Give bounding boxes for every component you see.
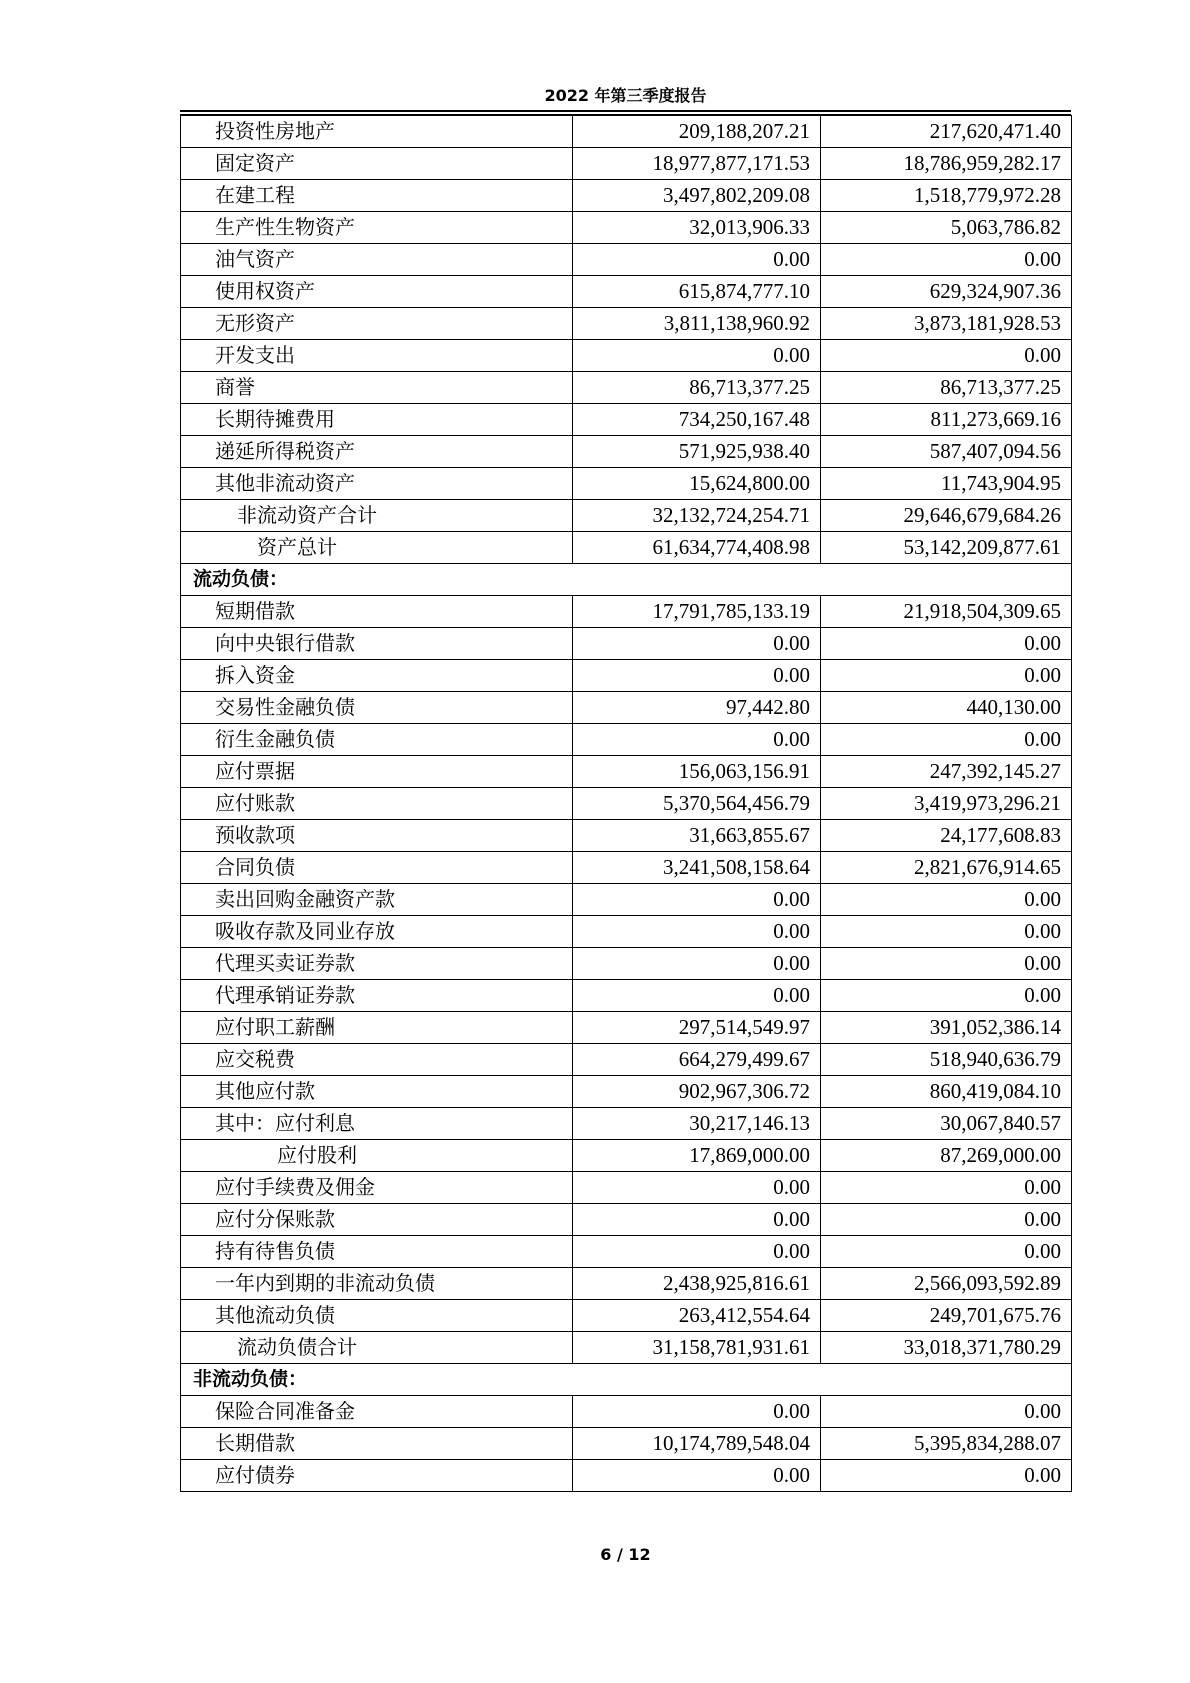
item-name: 应付票据 bbox=[181, 756, 573, 788]
prior-year-end-value: 0.00 bbox=[821, 244, 1072, 276]
table-row bbox=[181, 1396, 1072, 1428]
table-row bbox=[181, 1236, 1072, 1268]
item-name: 保险合同准备金 bbox=[181, 1396, 573, 1428]
prior-year-end-value: 2,821,676,914.65 bbox=[821, 852, 1072, 884]
prior-year-end-value: 249,701,675.76 bbox=[821, 1300, 1072, 1332]
period-end-value: 3,811,138,960.92 bbox=[573, 308, 821, 340]
item-name: 商誉 bbox=[181, 372, 573, 404]
table-row bbox=[181, 212, 1072, 244]
item-name: 资产总计 bbox=[181, 532, 573, 564]
period-end-value: 32,132,724,254.71 bbox=[573, 500, 821, 532]
item-name: 其中：应付利息 bbox=[181, 1108, 573, 1140]
period-end-value: 18,977,877,171.53 bbox=[573, 148, 821, 180]
item-name: 递延所得税资产 bbox=[181, 436, 573, 468]
period-end-value: 5,370,564,456.79 bbox=[573, 788, 821, 820]
prior-year-end-value: 0.00 bbox=[821, 1460, 1072, 1492]
item-name: 生产性生物资产 bbox=[181, 212, 573, 244]
prior-year-end-value: 5,395,834,288.07 bbox=[821, 1428, 1072, 1460]
table-row bbox=[181, 820, 1072, 852]
prior-year-end-value: 587,407,094.56 bbox=[821, 436, 1072, 468]
period-end-value: 0.00 bbox=[573, 244, 821, 276]
period-end-value: 0.00 bbox=[573, 1236, 821, 1268]
period-end-value: 0.00 bbox=[573, 1460, 821, 1492]
period-end-value: 0.00 bbox=[573, 980, 821, 1012]
prior-year-end-value: 0.00 bbox=[821, 1396, 1072, 1428]
section-row bbox=[181, 1364, 1072, 1396]
period-end-value: 17,791,785,133.19 bbox=[573, 596, 821, 628]
item-name: 长期待摊费用 bbox=[181, 404, 573, 436]
prior-year-end-value: 0.00 bbox=[821, 1204, 1072, 1236]
item-name: 吸收存款及同业存放 bbox=[181, 916, 573, 948]
table-row bbox=[181, 1460, 1072, 1492]
table-row bbox=[181, 436, 1072, 468]
period-end-value: 61,634,774,408.98 bbox=[573, 532, 821, 564]
table-row bbox=[181, 276, 1072, 308]
prior-year-end-value: 87,269,000.00 bbox=[821, 1140, 1072, 1172]
prior-year-end-value: 440,130.00 bbox=[821, 692, 1072, 724]
table-row bbox=[181, 596, 1072, 628]
period-end-value: 0.00 bbox=[573, 628, 821, 660]
period-end-value: 31,158,781,931.61 bbox=[573, 1332, 821, 1364]
period-end-value: 30,217,146.13 bbox=[573, 1108, 821, 1140]
prior-year-end-value: 0.00 bbox=[821, 916, 1072, 948]
page-header-title: 2022 年第三季度报告 bbox=[544, 86, 707, 105]
table-row bbox=[181, 1300, 1072, 1332]
table-row bbox=[181, 500, 1072, 532]
prior-year-end-value: 0.00 bbox=[821, 628, 1072, 660]
item-name: 投资性房地产 bbox=[181, 116, 573, 148]
section-heading: 流动负债： bbox=[181, 564, 1072, 596]
item-name: 衍生金融负债 bbox=[181, 724, 573, 756]
table-row bbox=[181, 1076, 1072, 1108]
table-row bbox=[181, 532, 1072, 564]
period-end-value: 734,250,167.48 bbox=[573, 404, 821, 436]
table-row bbox=[181, 692, 1072, 724]
period-end-value: 97,442.80 bbox=[573, 692, 821, 724]
prior-year-end-value: 0.00 bbox=[821, 724, 1072, 756]
table-row bbox=[181, 1044, 1072, 1076]
period-end-value: 209,188,207.21 bbox=[573, 116, 821, 148]
item-name: 应付分保账款 bbox=[181, 1204, 573, 1236]
table-row bbox=[181, 1140, 1072, 1172]
item-name: 持有待售负债 bbox=[181, 1236, 573, 1268]
period-end-value: 263,412,554.64 bbox=[573, 1300, 821, 1332]
item-name: 其他应付款 bbox=[181, 1076, 573, 1108]
item-name: 流动负债合计 bbox=[181, 1332, 573, 1364]
item-name: 在建工程 bbox=[181, 180, 573, 212]
prior-year-end-value: 0.00 bbox=[821, 884, 1072, 916]
prior-year-end-value: 30,067,840.57 bbox=[821, 1108, 1072, 1140]
section-heading: 非流动负债： bbox=[181, 1364, 1072, 1396]
item-name: 应付手续费及佣金 bbox=[181, 1172, 573, 1204]
period-end-value: 32,013,906.33 bbox=[573, 212, 821, 244]
item-name: 其他流动负债 bbox=[181, 1300, 573, 1332]
item-name: 拆入资金 bbox=[181, 660, 573, 692]
table-row bbox=[181, 788, 1072, 820]
item-name: 开发支出 bbox=[181, 340, 573, 372]
item-name: 非流动资产合计 bbox=[181, 500, 573, 532]
prior-year-end-value: 86,713,377.25 bbox=[821, 372, 1072, 404]
prior-year-end-value: 247,392,145.27 bbox=[821, 756, 1072, 788]
prior-year-end-value: 0.00 bbox=[821, 1236, 1072, 1268]
table-row bbox=[181, 404, 1072, 436]
item-name: 应付职工薪酬 bbox=[181, 1012, 573, 1044]
item-name: 短期借款 bbox=[181, 596, 573, 628]
prior-year-end-value: 860,419,084.10 bbox=[821, 1076, 1072, 1108]
table-row bbox=[181, 1268, 1072, 1300]
table-row bbox=[181, 116, 1072, 148]
table-row bbox=[181, 916, 1072, 948]
table-row bbox=[181, 1108, 1072, 1140]
period-end-value: 31,663,855.67 bbox=[573, 820, 821, 852]
table-row bbox=[181, 1428, 1072, 1460]
period-end-value: 571,925,938.40 bbox=[573, 436, 821, 468]
table-row bbox=[181, 724, 1072, 756]
item-name: 应付账款 bbox=[181, 788, 573, 820]
item-name: 油气资产 bbox=[181, 244, 573, 276]
period-end-value: 86,713,377.25 bbox=[573, 372, 821, 404]
period-end-value: 615,874,777.10 bbox=[573, 276, 821, 308]
prior-year-end-value: 217,620,471.40 bbox=[821, 116, 1072, 148]
prior-year-end-value: 3,419,973,296.21 bbox=[821, 788, 1072, 820]
period-end-value: 0.00 bbox=[573, 916, 821, 948]
prior-year-end-value: 2,566,093,592.89 bbox=[821, 1268, 1072, 1300]
table-row bbox=[181, 660, 1072, 692]
item-name: 无形资产 bbox=[181, 308, 573, 340]
item-name: 向中央银行借款 bbox=[181, 628, 573, 660]
period-end-value: 3,497,802,209.08 bbox=[573, 180, 821, 212]
item-name: 固定资产 bbox=[181, 148, 573, 180]
prior-year-end-value: 811,273,669.16 bbox=[821, 404, 1072, 436]
item-name: 应交税费 bbox=[181, 1044, 573, 1076]
prior-year-end-value: 629,324,907.36 bbox=[821, 276, 1072, 308]
period-end-value: 156,063,156.91 bbox=[573, 756, 821, 788]
period-end-value: 0.00 bbox=[573, 1172, 821, 1204]
period-end-value: 0.00 bbox=[573, 660, 821, 692]
period-end-value: 2,438,925,816.61 bbox=[573, 1268, 821, 1300]
item-name: 代理承销证券款 bbox=[181, 980, 573, 1012]
prior-year-end-value: 3,873,181,928.53 bbox=[821, 308, 1072, 340]
table-row bbox=[181, 884, 1072, 916]
item-name: 代理买卖证券款 bbox=[181, 948, 573, 980]
table-row bbox=[181, 340, 1072, 372]
table-row bbox=[181, 1172, 1072, 1204]
page-number: 6 / 12 bbox=[600, 1545, 651, 1564]
item-name: 交易性金融负债 bbox=[181, 692, 573, 724]
prior-year-end-value: 53,142,209,877.61 bbox=[821, 532, 1072, 564]
prior-year-end-value: 0.00 bbox=[821, 340, 1072, 372]
table-row bbox=[181, 1012, 1072, 1044]
period-end-value: 0.00 bbox=[573, 340, 821, 372]
table-row bbox=[181, 852, 1072, 884]
period-end-value: 15,624,800.00 bbox=[573, 468, 821, 500]
balance-sheet-table bbox=[180, 115, 1072, 1492]
table-row bbox=[181, 980, 1072, 1012]
table-row bbox=[181, 244, 1072, 276]
prior-year-end-value: 18,786,959,282.17 bbox=[821, 148, 1072, 180]
prior-year-end-value: 1,518,779,972.28 bbox=[821, 180, 1072, 212]
header-rule bbox=[180, 110, 1071, 112]
prior-year-end-value: 24,177,608.83 bbox=[821, 820, 1072, 852]
prior-year-end-value: 33,018,371,780.29 bbox=[821, 1332, 1072, 1364]
item-name: 使用权资产 bbox=[181, 276, 573, 308]
period-end-value: 10,174,789,548.04 bbox=[573, 1428, 821, 1460]
table-row bbox=[181, 1204, 1072, 1236]
prior-year-end-value: 11,743,904.95 bbox=[821, 468, 1072, 500]
prior-year-end-value: 0.00 bbox=[821, 948, 1072, 980]
table-row bbox=[181, 468, 1072, 500]
item-name: 长期借款 bbox=[181, 1428, 573, 1460]
table-row bbox=[181, 1332, 1072, 1364]
table-row bbox=[181, 308, 1072, 340]
period-end-value: 17,869,000.00 bbox=[573, 1140, 821, 1172]
prior-year-end-value: 0.00 bbox=[821, 1172, 1072, 1204]
period-end-value: 0.00 bbox=[573, 1396, 821, 1428]
item-name: 应付股利 bbox=[181, 1140, 573, 1172]
table-row bbox=[181, 948, 1072, 980]
item-name: 卖出回购金融资产款 bbox=[181, 884, 573, 916]
prior-year-end-value: 21,918,504,309.65 bbox=[821, 596, 1072, 628]
period-end-value: 3,241,508,158.64 bbox=[573, 852, 821, 884]
item-name: 预收款项 bbox=[181, 820, 573, 852]
prior-year-end-value: 0.00 bbox=[821, 980, 1072, 1012]
item-name: 应付债券 bbox=[181, 1460, 573, 1492]
table-row bbox=[181, 756, 1072, 788]
item-name: 合同负债 bbox=[181, 852, 573, 884]
table-row bbox=[181, 148, 1072, 180]
prior-year-end-value: 391,052,386.14 bbox=[821, 1012, 1072, 1044]
period-end-value: 297,514,549.97 bbox=[573, 1012, 821, 1044]
period-end-value: 0.00 bbox=[573, 1204, 821, 1236]
item-name: 一年内到期的非流动负债 bbox=[181, 1268, 573, 1300]
section-row bbox=[181, 564, 1072, 596]
period-end-value: 0.00 bbox=[573, 884, 821, 916]
prior-year-end-value: 5,063,786.82 bbox=[821, 212, 1072, 244]
period-end-value: 0.00 bbox=[573, 724, 821, 756]
balance-sheet-body bbox=[181, 116, 1072, 1492]
period-end-value: 664,279,499.67 bbox=[573, 1044, 821, 1076]
prior-year-end-value: 29,646,679,684.26 bbox=[821, 500, 1072, 532]
table-row bbox=[181, 628, 1072, 660]
prior-year-end-value: 518,940,636.79 bbox=[821, 1044, 1072, 1076]
table-row bbox=[181, 180, 1072, 212]
item-name: 其他非流动资产 bbox=[181, 468, 573, 500]
period-end-value: 0.00 bbox=[573, 948, 821, 980]
prior-year-end-value: 0.00 bbox=[821, 660, 1072, 692]
period-end-value: 902,967,306.72 bbox=[573, 1076, 821, 1108]
table-row bbox=[181, 372, 1072, 404]
